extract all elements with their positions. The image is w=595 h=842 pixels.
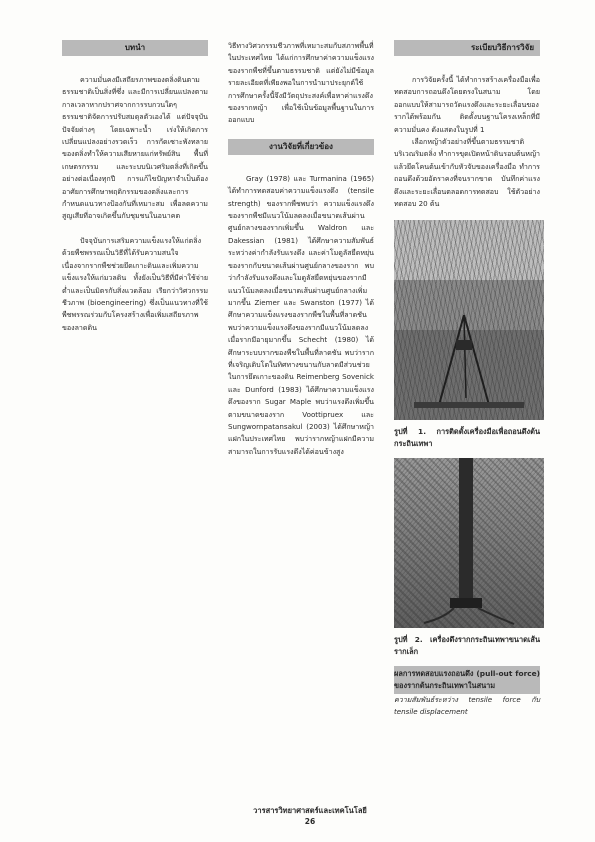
body-paragraph: วิธีทางวิศวกรรมชีวภาพที่เหมาะสมกับสภาพพื้นที่ในประเทศไทย ได้แก่การศึกษาค่าความแข็งแรงของรากพืชที่ขึ้นตามธรรมชาติ แต่ยังไม่มีข้อมูลรายละเอียดที่เพียงพอในการนำมาประยุกต์ใช้ การศึกษาครั้งนี้จึงมีวัตถุประสงค์เพื่อหาค่าแรงดึงของรากหญ้า เพื่อใช้เป็นข้อมูลพื้นฐานในการออกแบบ bbox=[228, 41, 374, 125]
table-title: ผลการทดสอบแรงถอนดึง (pull-out force) ของรากต้นกระถินเทพาในสนาม bbox=[394, 666, 540, 694]
figure-1-photo bbox=[394, 220, 544, 420]
figure-1-caption: รูปที่ 1. การติดตั้งเครื่องมือเพื่อถอนดึงต้นกระถินเทพา bbox=[394, 427, 540, 449]
column-1 bbox=[62, 40, 208, 334]
column-2 bbox=[228, 40, 374, 458]
page-number: 26 bbox=[304, 817, 316, 826]
root-puller-illustration bbox=[394, 458, 544, 628]
page-footer bbox=[250, 805, 370, 826]
body-paragraph: ปัจจุบันการเสริมความแข็งแรงให้แก่ตลิ่งด้วยพืชพรรณเป็นวิธีที่ได้รับความสนใจ เนื่องจากรากพืชช่วยยึดเกาะดินและเพิ่มความแข็งแรงให้แก่มวลดิน ทั้งยังเป็นวิธีที่มีค่าใช้จ่ายต่ำและเป็นมิตรกับสิ่งแวดล้อม เรียกว่าวิศวกรรมชีวภาพ (bioengineering) ซึ่งเป็นแนวทางที่ใช้พืชพรรณร่วมกับโครงสร้างเพื่อเพิ่มเสถียรภาพของลาดดิน bbox=[62, 235, 208, 332]
body-paragraph: การวิจัยครั้งนี้ ได้ทำการสร้างเครื่องมือเพื่อทดสอบการถอนดึงโดยตรงในสนาม โดยออกแบบให้สามารถวัดแรงดึงและระยะเลื่อนของรากได้พร้อมกัน ติดตั้งบนฐานโครงเหล็กที่มีความมั่นคง ดังแสดงในรูปที่ 1 bbox=[394, 75, 540, 134]
figure-2-caption: รูปที่ 2. เครื่องดึงรากกระถินเทพาขนาดเส้นรากเล็ก bbox=[394, 635, 540, 657]
table-subtitle: ความสัมพันธ์ระหว่าง tensile force กับ tensile displacement bbox=[394, 695, 540, 717]
body-paragraph: Gray (1978) และ Turmanina (1965) ได้ทำการทดสอบค่าความแข็งแรงดึง (tensile strength) ของรากพืชพบว่า ความแข็งแรงดึงของรากพืชมีแนวโน้มลดลงเมื่อขนาดเส้นผ่านศูนย์กลางของรากเพิ่มขึ้น Waldron และ Dakessian (1981) ได้ศึกษาความสัมพันธ์ระหว่างค่ากำลังรับแรงดึง และค่าโมดูลัสยืดหยุ่นของรากกับขนาดเส้นผ่านศูนย์กลางของราก พบว่ากำลังรับแรงดึงและโมดูลัสยืดหยุ่นของรากมีแนวโน้มลดลงเมื่อขนาดเส้นผ่านศูนย์กลางเพิ่มมากขึ้น Ziemer และ Swanston (1977) ได้ศึกษาความแข็งแรงของรากพืชในพื้นที่ลาดชัน พบว่าความแข็งแรงดึงของรากมีแนวโน้มลดลงเมื่อรากมีอายุมากขึ้น Schecht (1980) ได้ศึกษาระบบรากของพืชในพื้นที่ลาดชัน พบว่ารากที่เจริญเติบโตในทิศทางขนานกับลาดมีส่วนช่วยในการยึดเกาะของดิน Reimenberg Sovenick และ Dunford (1983) ได้ศึกษาความแข็งแรงดึงของราก Sugar Maple พบว่าแรงดึงเพิ่มขึ้นตามขนาดของราก Voottipruex และ Sungwornpatansakul (2003) ได้ศึกษาหญ้าแฝกในประเทศไทย พบว่ารากหญ้าแฝกมีความสามารถในการรับแรงดึงได้ค่อนข้างสูง bbox=[228, 173, 374, 456]
paragraph-gap bbox=[62, 223, 208, 235]
figure-2-photo bbox=[394, 458, 544, 628]
column-3 bbox=[394, 40, 540, 718]
paragraph-gap bbox=[228, 127, 374, 139]
body-paragraph: เลือกหญ้าตัวอย่างที่ขึ้นตามธรรมชาติบริเวณริมตลิ่ง ทำการขุดเปิดหน้าดินรอบต้นหญ้า แล้วยึดโคนต้นเข้ากับหัวจับของเครื่องมือ ทำการถอนดึงด้วยอัตราคงที่จนรากขาด บันทึกค่าแรงดึงและระยะเลื่อนตลอดการทดสอบ ใช้ตัวอย่างทดสอบ 20 ต้น bbox=[394, 137, 540, 209]
pullout-rig-illustration bbox=[394, 220, 544, 420]
section-heading-methodology: ระเบียบวิธีการวิจัย bbox=[394, 40, 540, 56]
body-paragraph: ความมั่นคงมีเสถียรภาพของตลิ่งดินตามธรรมชาติเป็นสิ่งที่ซึ่ง และมีการเปลี่ยนแปลงตามกาลเวลาหากปราศจากการรบกวนใดๆ ธรรมชาติจัดการปรับสมดุลตัวเองได้ แต่ปัจจุบันปัจจัยต่างๆ โดยเฉพาะน้ำ เร่งให้เกิดการเปลี่ยนแปลงอย่างรวดเร็ว การกัดเซาะพังทลายของตลิ่งทำให้ความเสียหายแก่ทรัพย์สิน พื้นที่เกษตรกรรม และระบบนิเวศริมตลิ่งที่เกิดขึ้นอย่างต่อเนื่องทุกปี การแก้ไขปัญหาจำเป็นต้องอาศัยการศึกษาพฤติกรรมของตลิ่งและการกำหนดแนวทางป้องกันที่เหมาะสม เพื่อลดความสูญเสียที่อาจเกิดขึ้นกับชุมชนในอนาคต bbox=[62, 75, 208, 221]
section-heading-introduction: บทนำ bbox=[62, 40, 208, 56]
journal-name: วารสารวิทยาศาสตร์และเทคโนโลยี bbox=[253, 806, 367, 815]
section-heading-related-work: งานวิจัยที่เกี่ยวข้อง bbox=[228, 139, 374, 155]
